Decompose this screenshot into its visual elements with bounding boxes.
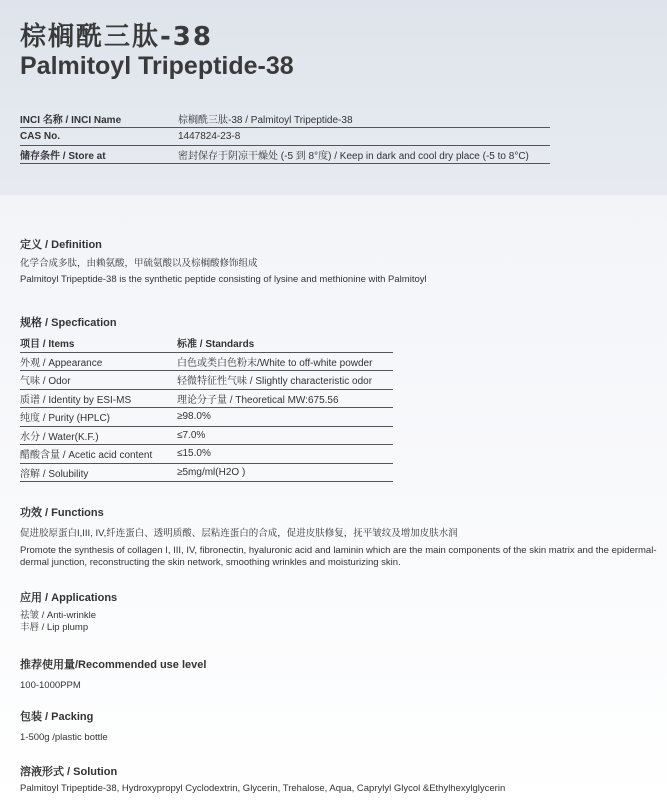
spec-row: [20, 353, 393, 372]
info-row-inci: [20, 110, 550, 128]
spec-row: [20, 371, 393, 390]
spec-standard: ≥98.0%: [177, 411, 211, 423]
definition-section: [20, 236, 660, 286]
application-item: 丰唇 / Lip plump: [20, 622, 89, 633]
functions-cn: 促进胶原蛋白I,III, IV,纤连蛋白、透明质酸、层粘连蛋白的合成，促进皮肤修复，抚平皱纹及增加皮肤水润: [20, 528, 458, 539]
spec-row: [20, 390, 393, 409]
spec-table: [20, 334, 393, 482]
solution-title: 溶液形式 / Solution: [20, 766, 118, 778]
specification-section: [20, 314, 660, 482]
spec-item: 溶解 / Solubility: [20, 468, 89, 480]
functions-section: [20, 504, 660, 569]
packing-section: [20, 708, 660, 744]
info-value: 1447824-23-8: [178, 131, 241, 142]
info-key: INCI 名称 / INCI Name: [20, 115, 122, 126]
definition-title: 定义 / Definition: [20, 239, 102, 251]
applications-section: [20, 589, 660, 634]
info-table: [20, 110, 550, 164]
packing-title: 包装 / Packing: [20, 711, 94, 723]
spec-row: [20, 445, 393, 464]
definition-line-cn: 化学合成多肽，由赖氨酸，甲硫氨酸以及棕榈酸修饰组成: [20, 258, 258, 269]
functions-en: Promote the synthesis of collagen I, III, IV, fibronectin, hyaluronic acid and laminin which are the main components of the skin matrix and the epidermal-dermal junction, reconstructing the skin network, smoothing wrinkles and moisturizing skin.: [20, 545, 657, 568]
info-value: 密封保存于阴凉干燥处 (-5 到 8°度) / Keep in dark and cool dry place (-5 to 8°C): [178, 151, 529, 162]
spec-item: 醋酸含量 / Acetic acid content: [20, 450, 153, 462]
info-row-store: [20, 146, 550, 164]
spec-row: [20, 427, 393, 446]
functions-title: 功效 / Functions: [20, 507, 104, 519]
solution-value: Palmitoyl Tripeptide-38, Hydroxypropyl Cyclodextrin, Glycerin, Trehalose, Aqua, Caprylyl Glycol &Ethylhexylglycerin: [20, 783, 506, 794]
spec-item: 水分 / Water(K.F.): [20, 431, 99, 443]
spec-item: 气味 / Odor: [20, 376, 71, 388]
definition-line-en: Palmitoyl Tripeptide-38 is the synthetic peptide consisting of lysine and methionine with Palmitoyl: [20, 274, 427, 285]
use-level-value: 100-1000PPM: [20, 680, 81, 691]
spec-item: 纯度 / Purity (HPLC): [20, 413, 111, 425]
spec-item: 外观 / Appearance: [20, 357, 103, 369]
spec-standard: 白色或类白色粉末/White to off-white powder: [177, 357, 373, 369]
info-row-cas: [20, 128, 550, 146]
spec-standard: 理论分子量 / Theoretical MW:675.56: [177, 394, 339, 406]
use-level-section: [20, 656, 660, 692]
product-title-cn: 棕榈酰三肽-38: [20, 22, 213, 52]
info-key: 储存条件 / Store at: [20, 151, 106, 162]
spec-header-row: [20, 334, 393, 353]
application-item: 祛皱 / Anti-wrinkle: [20, 610, 97, 621]
spec-standard: ≥5mg/ml(H2O ): [177, 466, 246, 478]
info-value: 棕榈酰三肽-38 / Palmitoyl Tripeptide-38: [178, 115, 353, 126]
specification-title: 规格 / Specfication: [20, 317, 117, 329]
spec-header-standards: 标准 / Standards: [177, 339, 255, 351]
product-title-en: Palmitoyl Tripeptide-38: [20, 52, 294, 80]
use-level-title: 推荐使用量/Recommended use level: [20, 659, 207, 671]
spec-standard: ≤7.0%: [177, 429, 206, 441]
spec-standard: 轻微特征性气味 / Slightly characteristic odor: [177, 376, 373, 388]
spec-row: [20, 464, 393, 483]
spec-row: [20, 408, 393, 427]
spec-standard: ≤15.0%: [177, 448, 211, 460]
spec-item: 质谱 / Identity by ESI-MS: [20, 394, 132, 406]
info-key: CAS No.: [20, 131, 60, 142]
applications-title: 应用 / Applications: [20, 592, 118, 604]
solution-section: [20, 763, 660, 795]
spec-header-items: 项目 / Items: [20, 339, 75, 351]
packing-value: 1-500g /plastic bottle: [20, 732, 108, 743]
